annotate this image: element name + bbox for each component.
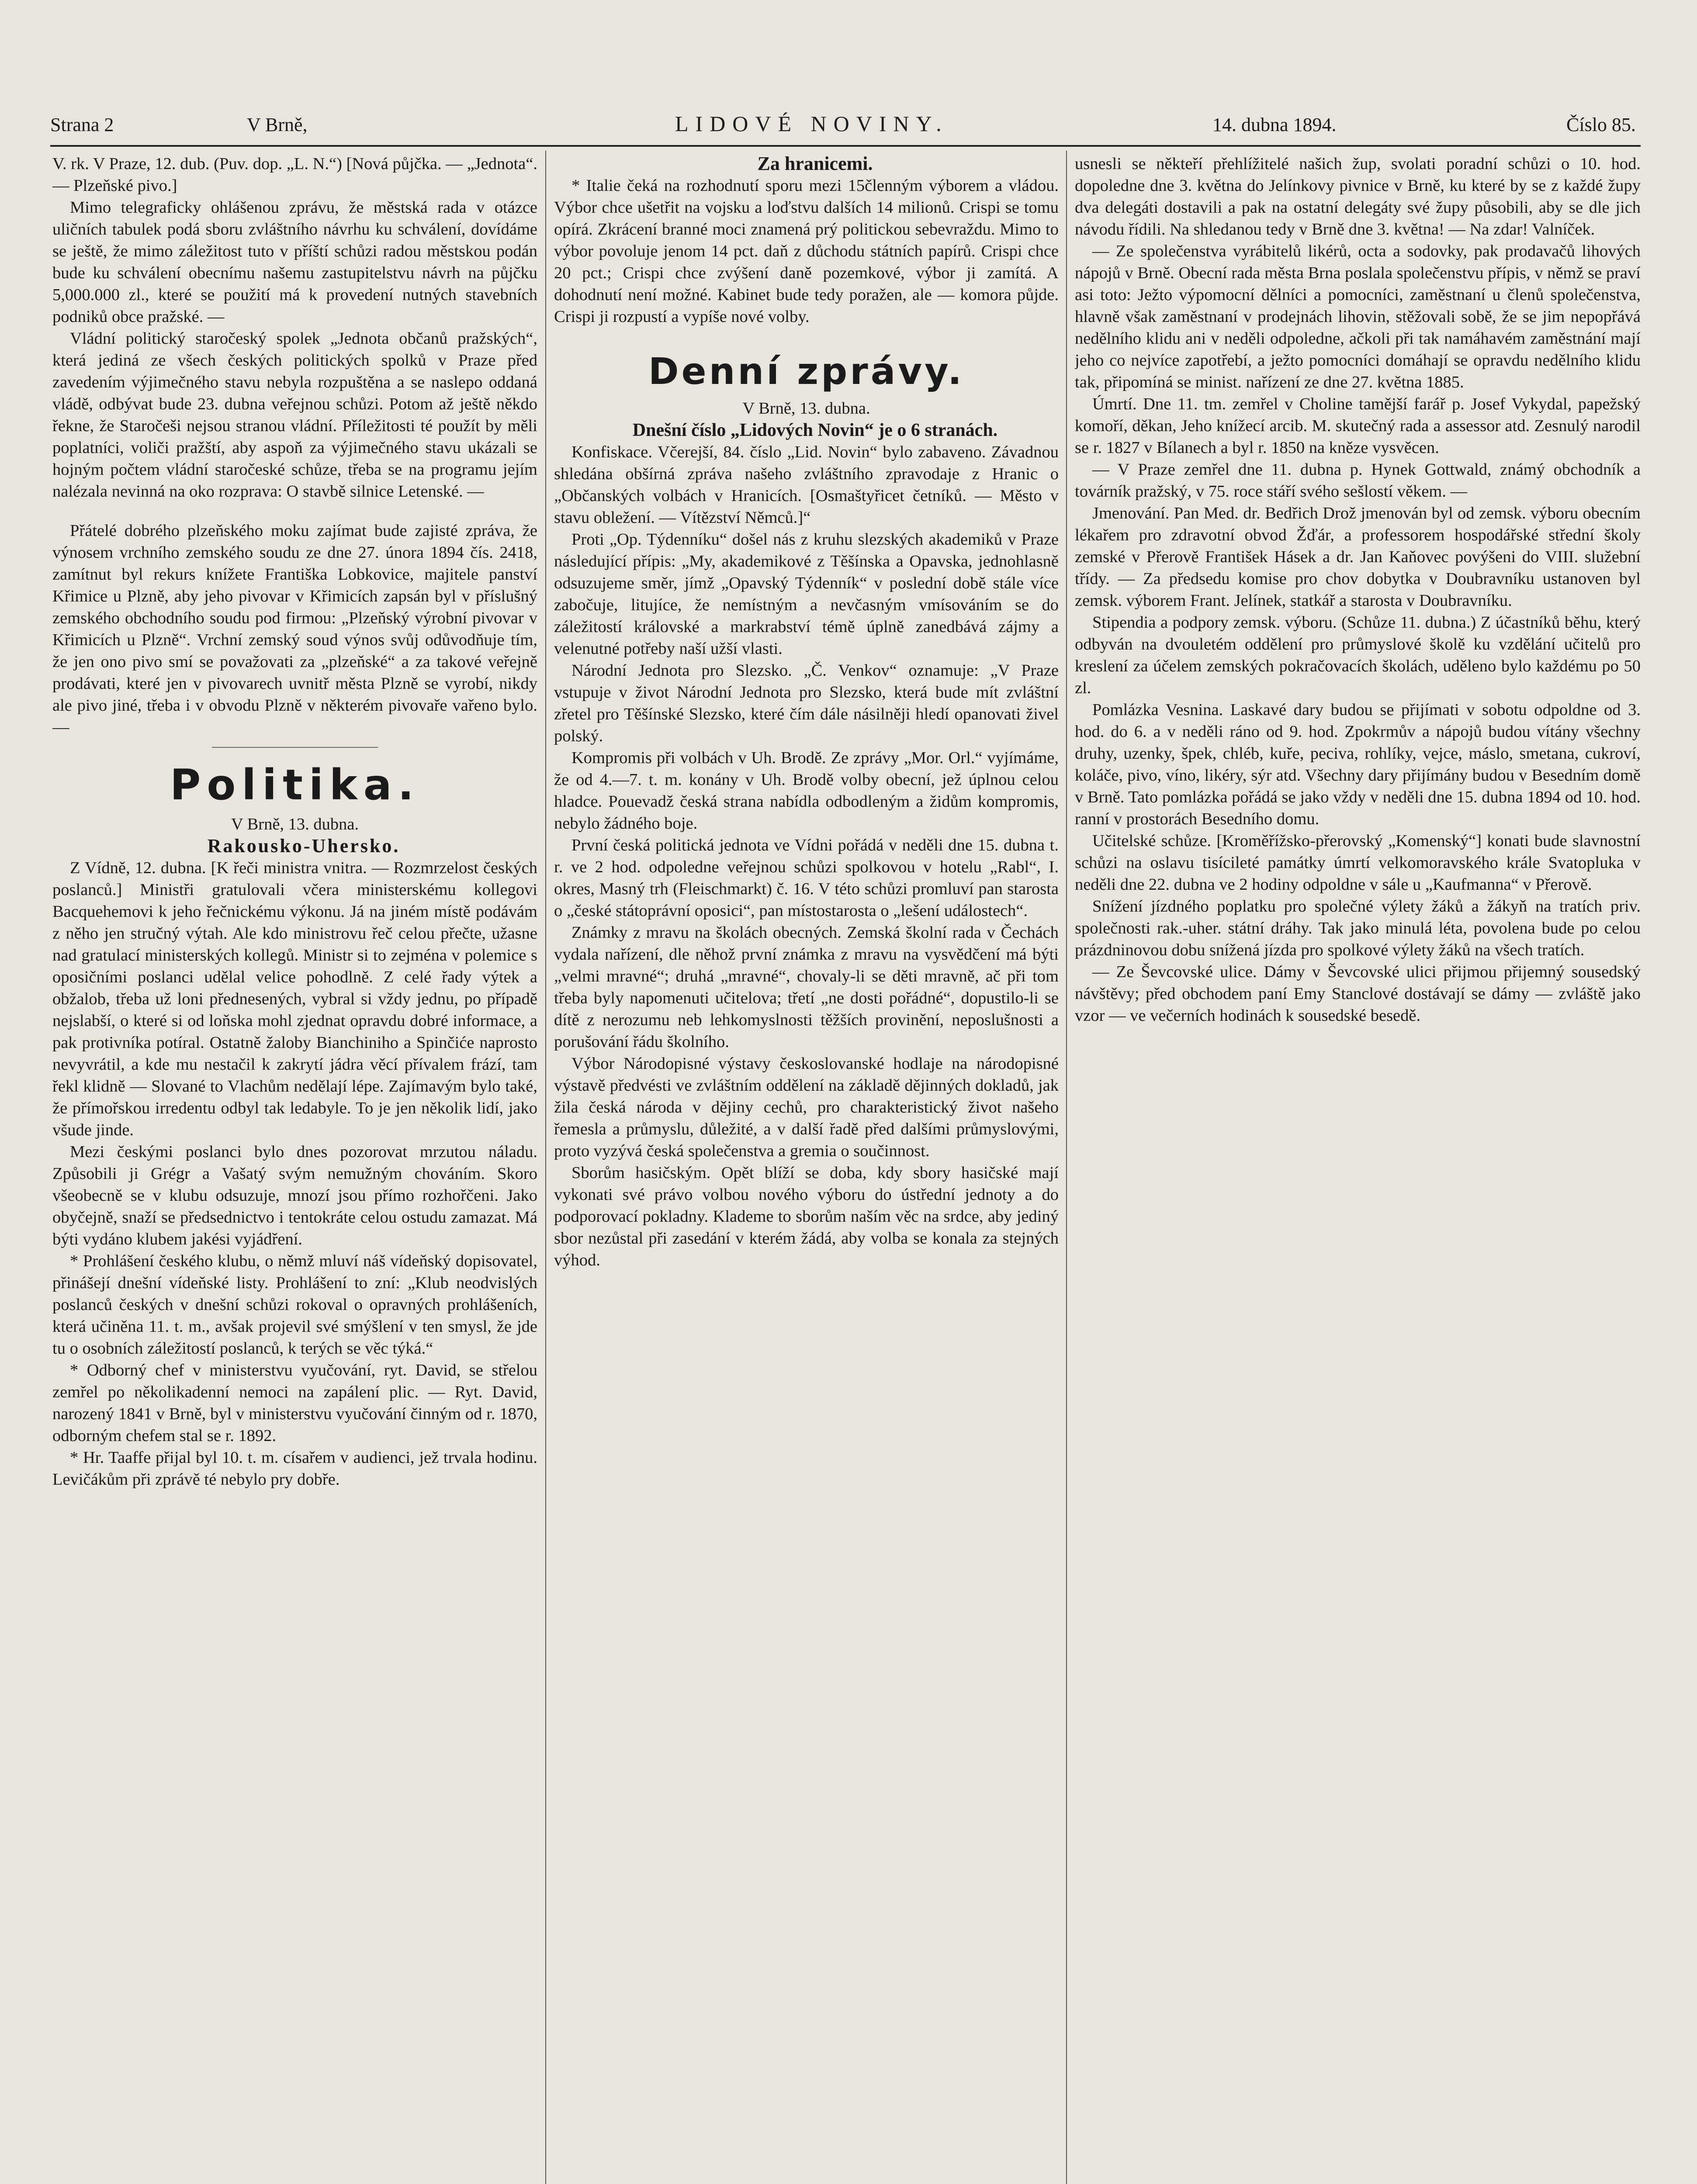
- issue-date: 14. dubna 1894.: [1212, 114, 1337, 135]
- article-paragraph: * Odborný chef v ministerstvu vyučování, ryt. David, se střelou zemřel po několikadenní nemoci na zapálení plic. — Ryt. David, narozený 1841 v Brně, byl v ministerstvu vyučování činným od r. 1870, odborným chefem stal se r. 1892.: [52, 1361, 537, 1445]
- column-divider: [1066, 151, 1067, 2184]
- section-title-politika: Politika.: [170, 760, 420, 809]
- article-paragraph: Konfiskace. Včerejší, 84. číslo „Lid. Novin“ bylo zabaveno. Závadnou shledána obšírná zpráva našeho zvláštního zpravodaje z Hranic o „Občanských volbách v Hranicích. [Osmaštyřicet četníků. — Město v stavu obležení. — Vítězství Němců.]“: [554, 443, 1059, 527]
- dateline: V Brně, 13. dubna.: [231, 815, 359, 833]
- dateline: V Brně, 13. dubna.: [742, 399, 870, 418]
- article-paragraph: * Italie čeká na rozhodnutí sporu mezi 15členným výborem a vládou. Výbor chce ušetřit na vojsku a loďstvu dalších 14 milionů. Crispi se tomu opírá. Zkrácení branné moci znamená prý politickou sebevraždu. Mimo to výbor povoluje jenom 14 pct. daň z důchodu státních papírů. Crispi chce 20 pct.; Crispi chce zvýšení daně pozemkové, výbor ji zamítá. A dohodnutí není možné. Kabinet bude tedy poražen, ale — komora půjde. Crispi ji rozpustí a vypíše nové volby.: [554, 176, 1059, 326]
- page-header: [50, 109, 1641, 144]
- article-paragraph: Stipendia a podpory zemsk. výboru. (Schůze 11. dubna.) Z účastníků běhu, který odbyván na dvouletém oddělení pro průmyslové školě ku vzdělání učitelů pro kreslení za účelem zemských pokračovacích školách, uděleno bylo každému po 50 zl.: [1075, 613, 1641, 697]
- article-paragraph: Učitelské schůze. [Kroměřížsko-přerovský „Komenský“] konati bude slavnostní schůzi na oslavu tisícileté památky úmrtí velkomoravského krále Svatopluka v neděli dne 22. dubna ve 2 hodiny odpoldne v sále u „Kaufmanna“ v Přerově.: [1075, 832, 1641, 894]
- article-paragraph: Mimo telegraficky ohlášenou zprávu, že městská rada v otázce uličních tabulek podá sboru zvláštního návrhu ku schválení, dovídáme se ještě, že mimo záležitost tuto v příští schůzi radou městskou podán bude ku schválení obecnímu našemu zastupitelstvu návrh na půjčku 5,000.000 zl., které se použití má k provedení nutných stavebních podniků obce pražské. —: [52, 198, 537, 326]
- header-rule: [50, 145, 1641, 147]
- masthead: LIDOVÉ NOVINY.: [675, 111, 949, 136]
- article-praha-heading: V. rk. V Praze, 12. dub. (Puv. dop. „L. N.“) [Nová půjčka. — „Jednota“. — Plzeňské pivo.]: [52, 155, 537, 195]
- issue-number: Číslo 85.: [1566, 114, 1636, 135]
- article-paragraph: usnesli se někteří přehlížitelé našich žup, svolati poradní schůzi o 10. hod. dopoledne dne 3. května do Jelínkovy pivnice v Brně, ku které by se z každé župy dva delegáti dostavili a pak na ostatní delegáty své župy působili, aby se dle jich návodu řídili. Na shledanou tedy v Brně dne 3. května! — Na zdar! Valníček.: [1075, 155, 1641, 238]
- article-paragraph: Známky z mravu na školách obecných. Zemská školní rada v Čechách vydala nařízení, dle něhož první známka z mravu na vysvědčení má býti „velmi mravné“; druhá „mravné“, chovaly-li se děti mravně, ač při tom třeba byly napomenuti učitelova; třetí „ne dosti pořádné“, dopustilo-li se dítě z nerozumu neb lehkomyslnosti těžších provinění, neposlušnosti a porušování řádu školního.: [554, 923, 1059, 1051]
- article-paragraph: Přátelé dobrého plzeňského moku zajímat bude zajisté zpráva, že výnosem vrchního zemského soudu ze dne 27. února 1894 čís. 2418, zamítnut byl rekurs knížete Františka Lobkovice, majitele panství Křimice u Plzně, aby jeho pivovar v Křimicích zapsán byl v příslušný zemského obchodního soudu pod firmou: „Plzeňský výrobní pivovar v Křimicích u Plzně“. Vrchní zemský soud výnos svůj odůvodňuje tím, že jen ono pivo smí se považovati za „plzeňské“ a za takové veřejně prodávati, které jen v pivovarech uvnitř města Plzně se vyrobí, nikdy ale pivo jiné, třeba i v obvodu Plzně v některém pivovaře vařeno bylo. —: [52, 522, 537, 736]
- article-paragraph: Úmrtí. Dne 11. tm. zemřel v Choline tamější farář p. Josef Vykydal, papežský komoří, děkan, Jeho knížecí arcib. M. skutečný rada a assessor atd. Zesnulý narodil se r. 1827 v Bílanech a byl r. 1850 na kněze vysvěcen.: [1075, 395, 1641, 457]
- article-paragraph: Kompromis při volbách v Uh. Brodě. Ze zprávy „Mor. Orl.“ vyjímáme, že od 4.—7. t. m. konány v Uh. Brodě volby obecní, jež úplnou celou hladce. Pouevadž česká strana nabídla odbodleným a židům kompromis, nebylo žádného boje.: [554, 749, 1059, 833]
- section-heading-hranice: Za hranicemi.: [757, 153, 873, 174]
- section-title-denni-zpravy: Denní zprávy.: [648, 350, 965, 393]
- article-paragraph: Jmenování. Pan Med. dr. Bedřich Drož jmenován byl od zemsk. výboru obecním lékařem pro zdravotní obvod Žďár, a professorem hospodářské střední školy zemské v Přerově František Hásek a dr. Jan Kaňovec povýšeni do VIII. služební třídy. — Za předsedu komise pro chov dobytka v Doubravníku ustanoven byl zemsk. výborem Frant. Jelínek, statkář a starosta v Doubravníku.: [1075, 504, 1641, 610]
- article-paragraph: * Hr. Taaffe přijal byl 10. t. m. císařem v audienci, jež trvala hodinu. Levičákům při zprávě té nebylo pry dobře.: [52, 1448, 537, 1489]
- article-paragraph: Mezi českými poslanci bylo dnes pozorovat mrzutou náladu. Způsobili ji Grégr a Vašatý svým nemužným chováním. Skoro všeobecně se v klubu odsuzuje, mnozí jsou přímo rozhořčeni. Jako obyčejně, snaží se předsednictvo i tentokráte celou ostudu zamazat. Má býti vydáno klubem jakési vyjádření.: [52, 1143, 537, 1248]
- article-paragraph: První česká politická jednota ve Vídni pořádá v neděli dne 15. dubna t. r. ve 2 hod. odpoledne veřejnou schůzi spolkovou v hotelu „Rabl“, I. okres, Masný trh (Fleischmarkt) č. 16. V této schůzi promluví pan starosta o „české státoprávní oposici“, pan místostarosta o „lešení událostech“.: [554, 836, 1059, 920]
- article-paragraph: Snížení jízdného poplatku pro společné výlety žáků a žákyň na tratích priv. společnosti rak.-uher. státní dráhy. Tak jako minulá léta, povolena bude po celou prázdninovou dobu snížená jízda pro spolkové výlety žáků na všech tratích.: [1075, 897, 1641, 959]
- column-2: [554, 153, 1059, 2184]
- article-paragraph: Proti „Op. Týdenníku“ došel nás z kruhu slezských akademiků v Praze následující přípis: „My, akademikové z Těšínska a Opavska, jednohlasně odsuzujeme směr, jímž „Opavský Týdenník“ v poslední době stále více zabočuje, litujíce, že nemístným a nevčasným vmísováním se do záležitostí královské a markrabství témě úplně zanedbává zájmy a velenutné potřeby naší užší vlasti.: [554, 530, 1059, 658]
- column-divider: [545, 151, 546, 2184]
- article-paragraph: Sborům hasičským. Opět blíží se doba, kdy sbory hasičské mají vykonati své právo volbou nového výboru do ústřední jednoty a do podporovací pokladny. Klademe to sborům naším věc na srdce, aby jediný sbor nezůstal při zasedání v kterém žádá, aby volba se konala za stejných výhod.: [554, 1164, 1059, 1269]
- article-paragraph: — Ze Ševcovské ulice. Dámy v Ševcovské ulici přijmou přijemný sousedský návštěvy; před obchodem paní Emy Stanclové dostávají se dámy — zvláště jako vzor — ve večerních hodinách k sousedské besedě.: [1075, 963, 1641, 1025]
- article-paragraph: Z Vídně, 12. dubna. [K řeči ministra vnitra. — Rozmrzelost českých poslanců.] Ministři gratulovali včera ministerskému kollegovi Bacquehemovi k jeho řečnickému výkonu. Já na jiném místě podávám z něho jen stručný výtah. Ale kdo ministrovu řeč celou přečte, užasne nad gratulací ministerských kollegů. Ministr si to zejména v polemice s oposičními poslanci udělal velice pohodlně. Z celé řady výtek a obžalob, třeba už loni přednesených, vybral si vždy jednu, po případě nejslabší, o které si od loňska mohl zjednat opravdu dobré informace, a pak protivníka potíral. Ostatně žaloby Bianchiniho a Spinčiće naprosto nevyvrátil, a kde mu nestačil k zakrytí jádra věcí přívalem frází, tam řekl klidně — Slované to Vlachům nedělají lépe. Zajímavým bylo také, že přímořskou irredentu odbyl tak ledabyle. To je jen několik lidí, jako všude jinde.: [52, 859, 537, 1139]
- subsection-heading: Rakousko-Uhersko.: [207, 835, 400, 857]
- notice-six-pages: Dnešní číslo „Lidových Novin“ je o 6 stranách.: [632, 420, 998, 440]
- article-paragraph: Pomlázka Vesnina. Laskavé dary budou se přijímati v sobotu odpoldne od 3. hod. do 6. a v neděli ráno od 9. hod. Zpokrmův a nápojů budou vítány všechny druhy, uzenky, špek, chléb, kuře, peciva, rohlíky, vejce, máslo, smetana, cukroví, koláče, pivo, víno, likéry, sýr atd. Všechny dary přijímány budou v Besedním domě v Brně. Tato pomlázka pořádá se jako vždy v neděli dne 15. dubna 1894 od 10. hod. ranní v prostorách Besedního domu.: [1075, 701, 1641, 828]
- article-paragraph: — Ze společenstva vyrábitelů likérů, octa a sodovky, pak prodavačů lihových nápojů v Brně. Obecní rada města Brna poslala společenstvu přípis, v němž se praví asi toto: Ježto výpomocní dělníci a pomocníci, zaměstnaní u členů společenstva, hlavně však zaměstnaní v prodejnách lihovin, stěžovali sobě, že se jim nepopřává nedělního klidu ani v neděli odpoledne, ačkoli při tak namáhavém zaměstnání mají jeho co nejvíce zapotřebí, a ježto pomocníci domáhají se opravdu nedělního klidu tak, připomíná se minist. nařízení ze dne 27. května 1885.: [1075, 242, 1641, 391]
- article-paragraph: * Prohlášení českého klubu, o němž mluví náš vídeňský dopisovatel, přinášejí dnešní vídeňské listy. Prohlášení to zní: „Klub neodvislých poslanců českých v dnešní schůzi rokoval o opravných prohlášeních, která učiněna 11. t. m., avšak projevil své smýšlení v ten smysl, že jde tu o osobních záležitostí poslanců, k terých se věc týká.“: [52, 1252, 537, 1358]
- article-paragraph: Výbor Národopisné výstavy českoslovanské hodlaje na národopisné výstavě předvésti ve zvláštním oddělení na základě dějinných dokladů, jak žila česká národa v dějiny cechů, pro charakteristický život našeho řemesla a průmyslu, důležité, a v další řadě před dalšími průmyslovými, proto vyzývá česká společenstva a gremia o součinnost.: [554, 1054, 1059, 1160]
- column-3: [1075, 153, 1641, 2184]
- place: V Brně,: [247, 114, 308, 135]
- column-1: [52, 153, 537, 2184]
- page-number: Strana 2: [50, 114, 114, 135]
- article-paragraph: Národní Jednota pro Slezsko. „Č. Venkov“ oznamuje: „V Praze vstupuje v život Národní Jednota pro Slezsko, která bude mít zvláštní zřetel pro Těšínské Slezsko, které čím dále násilněji hledí opanovati živel polský.: [554, 661, 1059, 745]
- article-paragraph: Vládní politický staročeský spolek „Jednota občanů pražských“, která jediná ze všech českých politických spolků v Praze před zavedením výjimečného stavu nebyla rozpuštěna a se naslepo oddaná vládě, odbývat bude 23. dubna veřejnou schůzi. Potom až ještě někdo řekne, že Staročeši nejsou stranou vládní. Příležitosti té použít by měli poplatníci, voliči pražští, aby aspoň za výjimečného stavu ukázali se hojným počtem vládní staročeské schůze, třeba se na programu jejím nalézala nevinná na oko rozprava: O stavbě silnice Letenské. —: [52, 329, 537, 501]
- article-paragraph: — V Praze zemřel dne 11. dubna p. Hynek Gottwald, známý obchodník a továrník pražský, v 75. roce stáří svého sešlostí věkem. —: [1075, 460, 1641, 501]
